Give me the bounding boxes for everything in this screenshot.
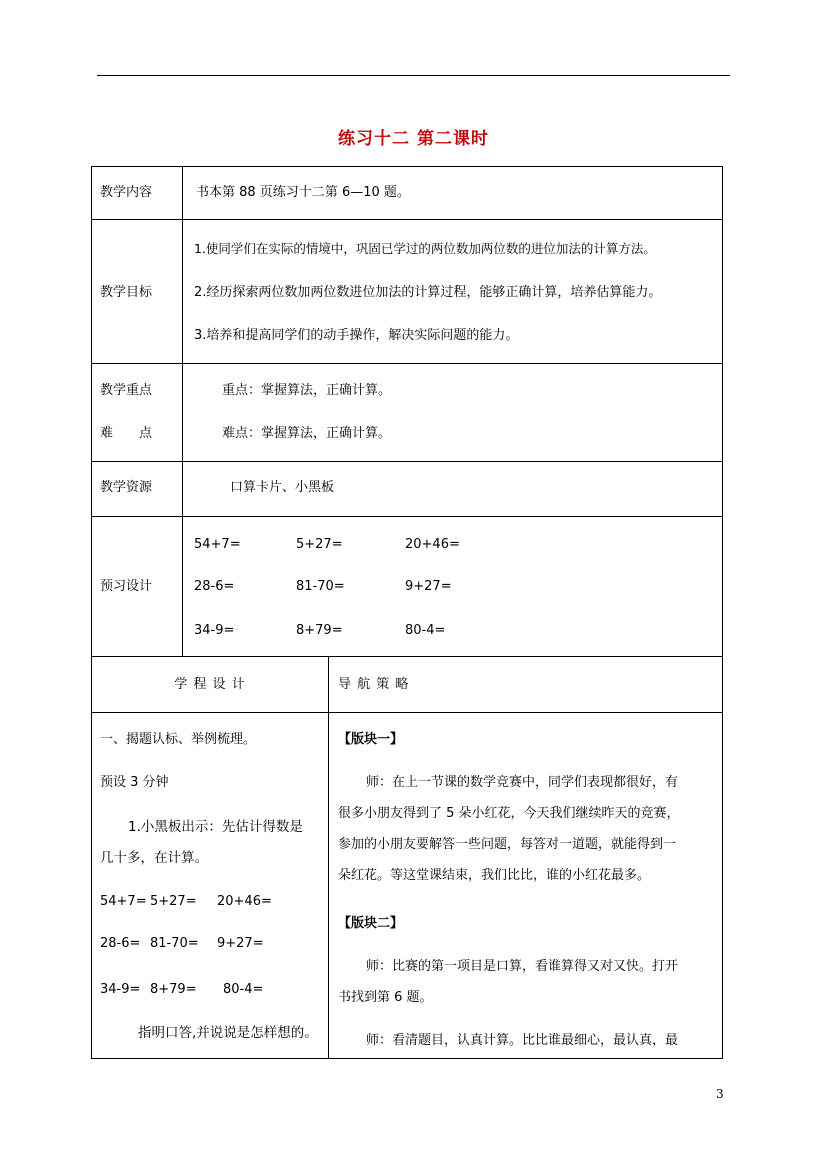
exercise: 5+27=: [150, 894, 197, 909]
preview-label: 预习设计: [100, 579, 153, 594]
design-column-header: 学 程 设 计: [174, 677, 246, 692]
row-divider: [92, 712, 722, 713]
block-two-text: 师：比赛的第一项目是口算，看谁算得又对又快。打开: [366, 959, 679, 974]
exercise: 9+27=: [217, 936, 264, 951]
goal-item: 1.使同学们在实际的情境中，巩固已学过的两位数加两位数的进位加法的计算方法。: [194, 241, 656, 256]
row-divider: [92, 219, 722, 220]
section-heading: 一、揭题认标、举例梳理。: [100, 732, 257, 747]
block-two-text: 书找到第 6 题。: [338, 990, 433, 1005]
lesson-plan-table: [91, 166, 723, 1059]
resources-value: 口算卡片、小黑板: [230, 480, 335, 495]
key-point-text: 重点：掌握算法，正确计算。: [222, 383, 392, 398]
key-point-label: 教学重点: [100, 383, 153, 398]
header-rule: [97, 75, 730, 76]
content-label: 教学内容: [100, 185, 153, 200]
preview-exercise: 34-9=: [194, 623, 235, 638]
difficult-point-label: 难 点: [100, 426, 153, 441]
preview-exercise: 54+7=: [194, 537, 241, 552]
time-estimate: 预设 3 分钟: [100, 775, 169, 790]
task-description: 1.小黑板出示：先估计得数是: [128, 819, 303, 835]
block-one-text: 朵红花。等这堂课结束，我们比比，谁的小红花最多。: [338, 868, 651, 883]
task-description: 几十多，在计算。: [100, 850, 208, 866]
preview-exercise: 80-4=: [405, 623, 446, 638]
preview-exercise: 8+79=: [296, 623, 343, 638]
closing-instruction: 指明口答,并说说是怎样想的。: [138, 1025, 318, 1041]
exercise: 34-9=: [100, 982, 141, 997]
exercise: 28-6=: [100, 936, 141, 951]
goals-label: 教学目标: [100, 285, 153, 300]
content-value: 书本第 88 页练习十二第 6—10 题。: [196, 185, 410, 200]
preview-exercise: 20+46=: [405, 537, 460, 552]
row-divider: [92, 461, 722, 462]
row-divider: [92, 656, 722, 657]
preview-exercise: 9+27=: [405, 579, 452, 594]
row-divider: [92, 516, 722, 517]
goal-item: 3.培养和提高同学们的动手操作，解决实际问题的能力。: [194, 328, 519, 343]
exercise: 54+7=: [100, 894, 147, 909]
page-title: 练习十二 第二课时: [338, 129, 489, 149]
page-number: 3: [716, 1087, 724, 1101]
block-one-text: 师：在上一节课的数学竞赛中，同学们表现都很好，有: [366, 775, 679, 790]
design-column-divider: [328, 656, 329, 1058]
block-two-text: 师：看清题目，认真计算。比比谁最细心，最认真，最: [366, 1033, 679, 1048]
preview-exercise: 81-70=: [296, 579, 345, 594]
block-two-title: 【版块二】: [338, 916, 404, 931]
exercise: 20+46=: [217, 894, 272, 909]
label-column-divider: [182, 167, 183, 656]
goal-item: 2.经历探索两位数加两位数进位加法的计算过程，能够正确计算，培养估算能力。: [194, 285, 662, 300]
preview-exercise: 5+27=: [296, 537, 343, 552]
block-one-text: 很多小朋友得到了 5 朵小红花，今天我们继续昨天的竞赛，: [338, 806, 680, 821]
exercise: 81-70=: [150, 936, 199, 951]
difficult-point-text: 难点：掌握算法，正确计算。: [222, 426, 392, 441]
exercise: 8+79=: [150, 982, 197, 997]
block-one-title: 【版块一】: [338, 732, 404, 747]
strategy-column-header: 导 航 策 略: [338, 677, 410, 692]
resources-label: 教学资源: [100, 480, 153, 495]
row-divider: [92, 363, 722, 364]
exercise: 80-4=: [223, 982, 264, 997]
block-one-text: 参加的小朋友要解答一些问题，每答对一道题，就能得到一: [338, 837, 677, 852]
preview-exercise: 28-6=: [194, 579, 235, 594]
